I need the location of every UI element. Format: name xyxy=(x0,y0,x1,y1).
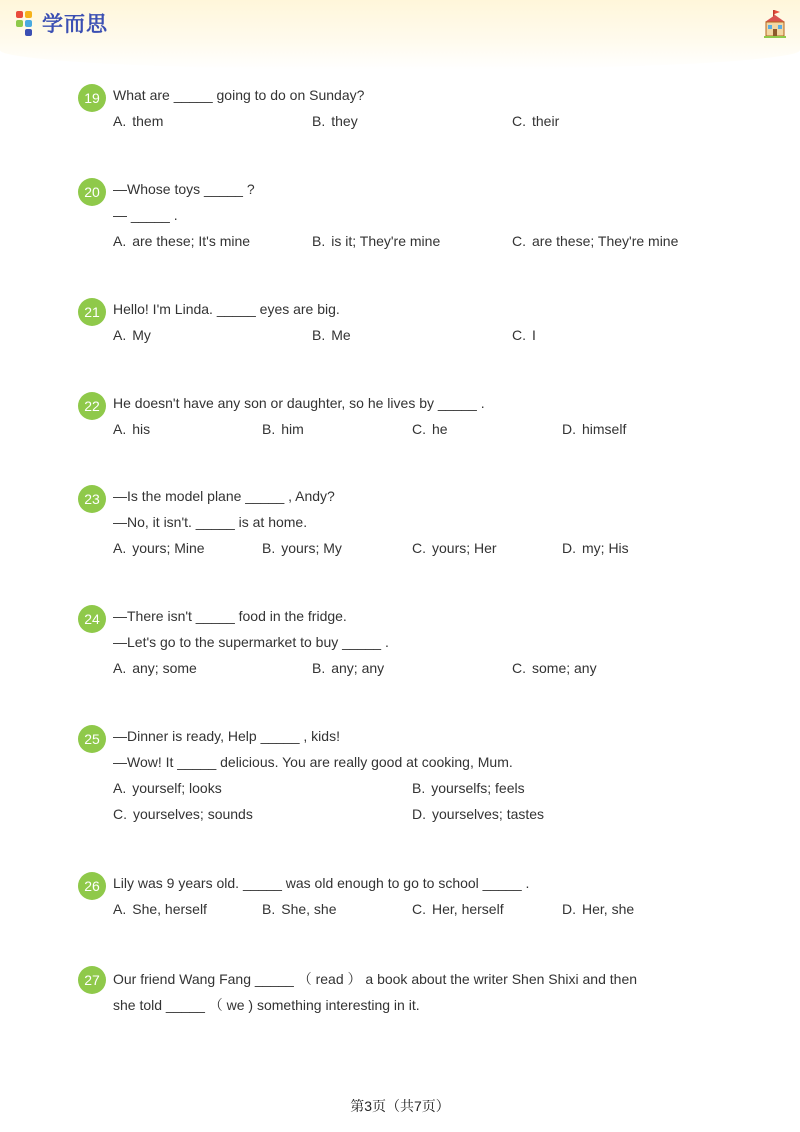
question-text: Lily was 9 years old. _____ was old enough to go to school _____ . xyxy=(113,875,530,891)
question-text: —Is the model plane _____ , Andy? xyxy=(113,488,335,504)
option-b[interactable]: B. they xyxy=(312,113,358,129)
question-number-badge: 23 xyxy=(78,485,106,513)
option-d[interactable]: D. Her, she xyxy=(562,901,635,917)
question-text: —Let's go to the supermarket to buy _____ . xyxy=(113,634,389,650)
brand-name: 学而思 xyxy=(42,12,108,36)
question-number-badge: 20 xyxy=(78,178,106,206)
page-footer: 第3页（共7页） xyxy=(350,1098,450,1114)
question-number-badge: 19 xyxy=(78,84,106,112)
question-text: —Dinner is ready, Help _____ , kids! xyxy=(113,728,340,744)
option-b[interactable]: B. Me xyxy=(312,327,351,343)
question-text: Hello! I'm Linda. _____ eyes are big. xyxy=(113,301,340,317)
option-d[interactable]: D. my; His xyxy=(562,540,629,556)
question-text: —There isn't _____ food in the fridge. xyxy=(113,608,347,624)
question-number-badge: 21 xyxy=(78,298,106,326)
option-a[interactable]: A. My xyxy=(113,327,151,343)
question-number-badge: 24 xyxy=(78,605,106,633)
question-text: —No, it isn't. _____ is at home. xyxy=(113,514,308,530)
brand-logo xyxy=(14,8,108,38)
option-a[interactable]: A. are these; It's mine xyxy=(113,233,251,249)
question-text: Our friend Wang Fang _____ （ read ） a book about the writer Shen Shixi and then xyxy=(113,971,638,987)
option-c[interactable]: C. their xyxy=(512,113,560,129)
option-c[interactable]: C. I xyxy=(512,327,536,343)
option-a[interactable]: A. yourself; looks xyxy=(113,780,222,796)
school-building-icon xyxy=(762,10,788,38)
question-number-badge: 26 xyxy=(78,872,106,900)
option-d[interactable]: D. himself xyxy=(562,421,627,437)
question-text: —Wow! It _____ delicious. You are really good at cooking, Mum. xyxy=(113,754,513,770)
option-d[interactable]: D. yourselves; tastes xyxy=(412,806,545,822)
question-number-badge: 22 xyxy=(78,392,106,420)
option-b[interactable]: B. any; any xyxy=(312,660,385,676)
option-b[interactable]: B. him xyxy=(262,421,304,437)
option-a[interactable]: A. any; some xyxy=(113,660,197,676)
question-text: —Whose toys _____ ? xyxy=(113,181,255,197)
option-a[interactable]: A. his xyxy=(113,421,151,437)
option-b[interactable]: B. yourselfs; feels xyxy=(412,780,525,796)
question-number-badge: 27 xyxy=(78,966,106,994)
option-a[interactable]: A. She, herself xyxy=(113,901,207,917)
option-b[interactable]: B. yours; My xyxy=(262,540,342,556)
option-a[interactable]: A. yours; Mine xyxy=(113,540,205,556)
page-header xyxy=(0,0,800,70)
option-c[interactable]: C. Her, herself xyxy=(412,901,504,917)
option-c[interactable]: C. yours; Her xyxy=(412,540,497,556)
question-number-badge: 25 xyxy=(78,725,106,753)
option-c[interactable]: C. he xyxy=(412,421,448,437)
option-a[interactable]: A. them xyxy=(113,113,164,129)
question-text: she told _____ （ we ) something interesting in it. xyxy=(113,997,420,1013)
option-c[interactable]: C. some; any xyxy=(512,660,597,676)
question-text: What are _____ going to do on Sunday? xyxy=(113,87,365,103)
option-c[interactable]: C. yourselves; sounds xyxy=(113,806,253,822)
xueersi-logo-icon xyxy=(14,9,40,37)
question-text: He doesn't have any son or daughter, so he lives by _____ . xyxy=(113,395,485,411)
option-b[interactable]: B. She, she xyxy=(262,901,337,917)
question-text: — _____ . xyxy=(113,207,178,223)
option-b[interactable]: B. is it; They're mine xyxy=(312,233,441,249)
option-c[interactable]: C. are these; They're mine xyxy=(512,233,679,249)
